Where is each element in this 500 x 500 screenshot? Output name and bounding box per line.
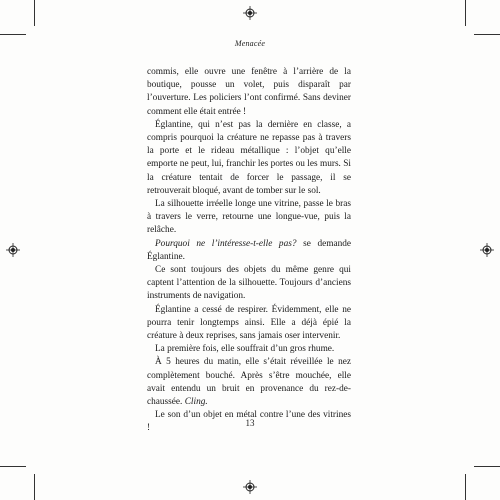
paragraph: La silhouette irréelle longe une vitrine, passe le bras à travers le verre, retourne une longue-vue, puis la relâche. bbox=[147, 199, 351, 236]
registration-mark-icon bbox=[480, 243, 494, 257]
paragraph: Églantine a cessé de respirer. Évidemment, elle ne pourra tenir longtemps ainsi. Elle a déjà épié la créature à deux reprises, sans jamais oser intervenir. bbox=[147, 304, 351, 342]
registration-mark-icon bbox=[243, 6, 257, 20]
paragraph: Le son d’un objet en métal contre l’une des vitrines ! bbox=[147, 410, 351, 434]
crop-mark bbox=[465, 0, 466, 26]
paragraph bbox=[147, 238, 351, 264]
italic-thought: Pourquoi ne l’intéresse-t-elle pas? bbox=[155, 238, 297, 249]
registration-mark-icon bbox=[243, 480, 257, 494]
crop-mark bbox=[0, 466, 26, 467]
paragraph bbox=[147, 356, 351, 409]
paragraph: La première fois, elle souffrait d’un gros rhume. bbox=[155, 344, 335, 355]
paragraph-text: À 5 heures du matin, elle s’était réveillée le nez complètement bouché. Après s’être mouchée, elle avait entendu un bruit en provenance du rez-de-chaussée. bbox=[147, 357, 351, 408]
paragraph: Ce sont toujours des objets du même genre qui captent l’attention de la silhouette. Toujours d’anciens instruments de navigation. bbox=[147, 265, 351, 302]
paragraph: commis, elle ouvre une fenêtre à l’arrière de la boutique, pousse un volet, puis disparaît par l’ouverture. Les policiers l’ont confirmé. Sans deviner comment elle était entrée ! bbox=[147, 67, 351, 117]
running-head: Menacée bbox=[234, 39, 266, 48]
crop-mark bbox=[465, 474, 466, 500]
registration-mark-icon bbox=[6, 243, 20, 257]
italic-sound: Cling. bbox=[184, 397, 208, 408]
crop-mark bbox=[34, 474, 35, 500]
crop-mark bbox=[474, 34, 500, 35]
paragraph-text: se demande Églantine. bbox=[147, 238, 351, 262]
crop-mark bbox=[34, 0, 35, 26]
crop-mark bbox=[0, 34, 26, 35]
page-number: 13 bbox=[245, 418, 255, 428]
crop-mark bbox=[474, 466, 500, 467]
body-text bbox=[147, 66, 351, 436]
paragraph: Églantine, qui n’est pas la dernière en classe, a compris pourquoi la créature ne repasse pas à travers la porte et le rideau métallique : l’objet qu’elle emporte ne peut, lui, franchir les portes ou les murs. Si la créature tentait de forcer le passage, il se retrouverait bloqué, avant de tomber sur le sol. bbox=[147, 119, 351, 196]
